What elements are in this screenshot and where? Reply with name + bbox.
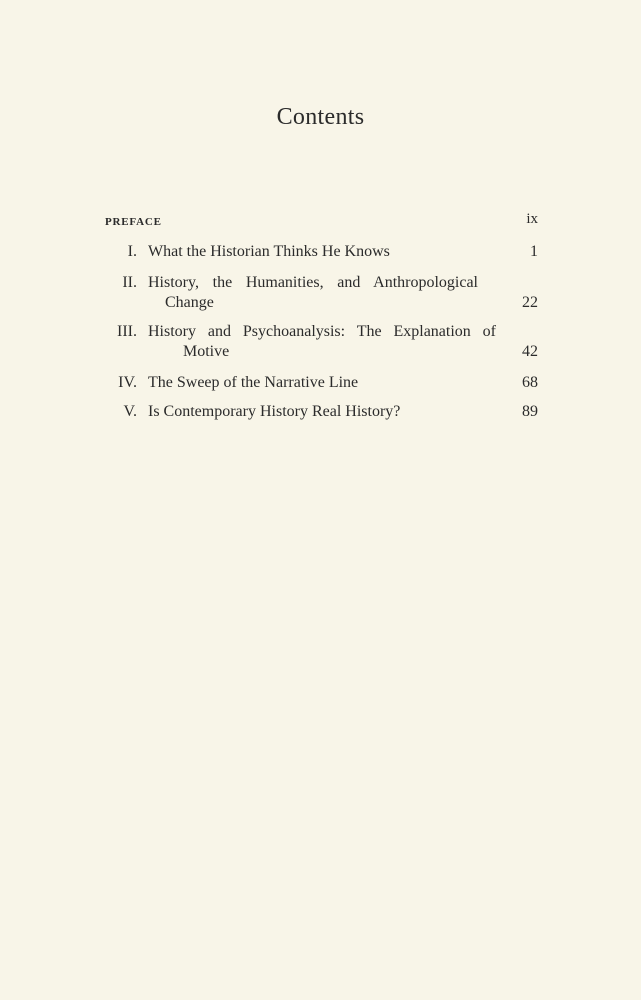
toc-preface-label: PREFACE — [105, 216, 162, 228]
chapter-title: Is Contemporary History Real History? — [148, 403, 401, 420]
chapter-title: The Sweep of the Narrative Line — [148, 374, 359, 391]
chapter-numeral: I. — [127, 243, 137, 260]
chapter-page: 89 — [522, 403, 538, 420]
toc-preface-page: ix — [526, 211, 538, 227]
chapter-page: 1 — [530, 243, 538, 260]
chapter-page: 42 — [522, 343, 538, 360]
chapter-numeral: V. — [123, 403, 137, 420]
chapter-title: History and Psychoanalysis: The Explanation of — [148, 323, 496, 340]
page-title: Contents — [276, 104, 365, 130]
chapter-page: 68 — [522, 374, 538, 391]
chapter-numeral: II. — [122, 274, 137, 291]
chapter-title: History, the Humanities, and Anthropological — [148, 274, 478, 291]
chapter-numeral: IV. — [118, 374, 137, 391]
chapter-numeral: III. — [117, 323, 137, 340]
chapter-title-continuation: Motive — [183, 343, 230, 360]
chapter-page: 22 — [522, 294, 538, 311]
chapter-title: What the Historian Thinks He Knows — [148, 243, 390, 260]
chapter-title-continuation: Change — [165, 294, 214, 311]
